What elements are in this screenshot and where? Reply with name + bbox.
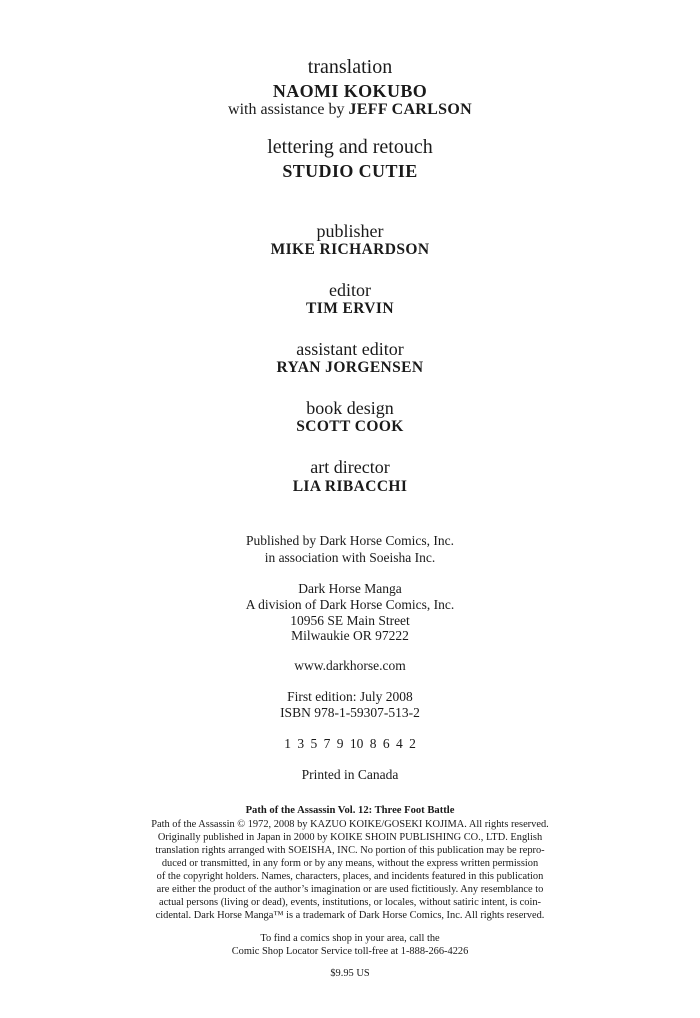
association: in association with Soeisha Inc.: [264, 550, 436, 565]
legal-line: actual persons (living or dead), events, institutions, or locales, without satiric intent, is coin-: [158, 897, 542, 908]
printed-in: Printed in Canada: [301, 767, 399, 782]
translation-name: NAOMI KOKUBO: [272, 81, 428, 101]
price: $9.95 US: [330, 968, 370, 979]
legal-line: Originally published in Japan in 2000 by KOIKE SHOIN PUBLISHING CO., LTD. English: [157, 832, 543, 843]
edition: First edition: July 2008: [287, 689, 413, 704]
isbn: ISBN 978-1-59307-513-2: [280, 705, 420, 720]
assistant-editor-name: RYAN JORGENSEN: [276, 359, 424, 376]
shop-locator-line-1: To find a comics shop in your area, call the: [260, 933, 440, 944]
legal-line: duced or transmitted, in any form or by any means, without the express written permission: [161, 858, 539, 869]
legal-line: translation rights arranged with SOEISHA, INC. No portion of this publication may be repro-: [155, 845, 545, 856]
legal-line: of the copyright holders. Names, characters, places, and incidents featured in this publication: [156, 871, 544, 882]
editor-label: editor: [329, 280, 371, 300]
art-director-label: art director: [310, 457, 390, 477]
website: www.darkhorse.com: [294, 658, 406, 673]
assistance-credit: [0, 102, 700, 118]
publisher-label: publisher: [316, 221, 384, 241]
printing-line: 1 3 5 7 9 10 8 6 4 2: [284, 736, 416, 751]
assistant-editor-label: assistant editor: [296, 339, 404, 359]
publisher-name: MIKE RICHARDSON: [270, 241, 430, 258]
shop-locator-line-2: Comic Shop Locator Service toll-free at 1-888-266-4226: [231, 946, 469, 957]
legal-line: Path of the Assassin © 1972, 2008 by KAZUO KOIKE/GOSEKI KOJIMA. All rights reserved.: [151, 819, 549, 830]
lettering-name: STUDIO CUTIE: [282, 161, 418, 181]
assistance-name: JEFF CARLSON: [348, 101, 472, 118]
division: A division of Dark Horse Comics, Inc.: [245, 597, 455, 612]
legal-line: are either the product of the author’s imagination or are used fictitiously. Any resemblance to: [156, 884, 544, 895]
published-by: Published by Dark Horse Comics, Inc.: [245, 533, 455, 548]
city-address: Milwaukie OR 97222: [291, 628, 409, 643]
street-address: 10956 SE Main Street: [290, 613, 410, 628]
legal-line: cidental. Dark Horse Manga™ is a trademark of Dark Horse Comics, Inc. All rights reserved.: [155, 910, 545, 921]
editor-name: TIM ERVIN: [306, 300, 394, 317]
assistance-prefix: with assistance by: [228, 101, 345, 118]
imprint: Dark Horse Manga: [298, 581, 402, 596]
lettering-label: lettering and retouch: [267, 136, 433, 158]
art-director-name: LIA RIBACCHI: [292, 478, 408, 495]
legal-title: Path of the Assassin Vol. 12: Three Foot Battle: [245, 805, 455, 816]
translation-label: translation: [307, 56, 393, 78]
book-design-label: book design: [306, 398, 394, 418]
book-design-name: SCOTT COOK: [296, 418, 404, 435]
